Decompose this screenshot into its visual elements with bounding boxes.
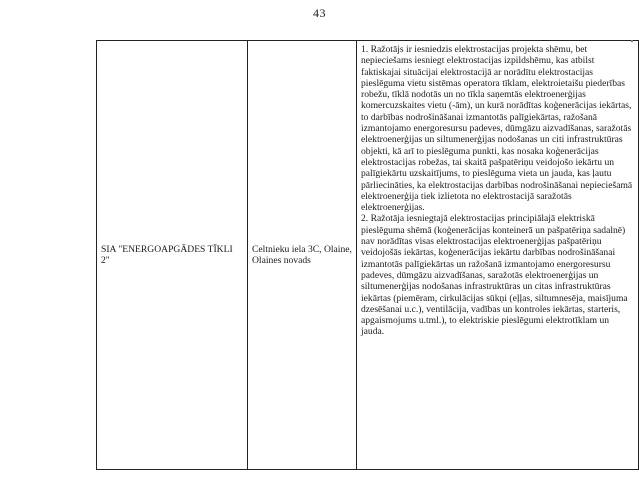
scan-speck (631, 40, 633, 42)
note-paragraph-1: 1. Ražotājs ir iesniedzis elektrostacijas projekta shēmu, bet nepieciešams iesniegt elektrostacijas izpildshēmu, kas atbilst faktiskajai situācijai elektrostacijā ar norādītu elektrostacijas pieslēguma vietu sistēmas operatora tīklam, elektroietaišu piederības robežu, tīklā nodotās un no tīkla saņemtās elektroenerģijas komercuzskaites vietu (-ām), un kurā norādītas koģenerācijas iekārtas, to darbības nodrošināšanai izmantotās palīgiekārtas, ražošanā izmantojamo energoresursu padeves, dūmgāzu aizvadīšanas, saražotās elektroenerģijas un siltumenerģijas nodošanas un citi infrastruktūras objekti, kā arī to pieslēguma punkti, kas nosaka koģenerācijas elektrostacijas robežas, tai skaitā pašpatēriņu veidojošo iekārtu un palīgiekārtu uzskaitījums, to pieslēguma vieta un jauda, kas ļautu pārliecināties, ka elektrostacijas darbības nodrošināšanai nepieciešamā elektroenerģija tiek izlietota no elektrostacijā saražotās elektroenerģijas. (361, 44, 633, 214)
table-row (97, 41, 639, 470)
company-cell (97, 41, 248, 470)
document-table (96, 40, 639, 470)
page-number: 43 (313, 6, 326, 20)
company-address: Celtnieku iela 3C, Olaine, Olaines novads (252, 243, 352, 266)
address-cell (248, 41, 357, 470)
note-paragraph-2: 2. Ražotāja iesniegtajā elektrostacijas principiālajā elektriskā pieslēguma shēmā (koģenerācijas konteinerā un pašpatēriņa sadalnē) nav norādītas visas elektrostacijas elektroenerģijas pašpatēriņu veidojošās iekārtas, koģenerācijas iekārtu darbības nodrošināšanai izmantotās palīgiekārtas un ražošanā izmantojamo energoresursu padeves, dūmgāzu aizvadīšanas, saražotās elektroenerģijas un siltumenerģijas nodošanas infrastruktūras un citas infrastruktūras iekārtas (piemēram, cirkulācijas sūkņi (eļļas, siltumnesēja, maisījuma dzesēšanai u.c.), ventilācija, vadības un kontroles iekārtas, starteris, apgaismojums u.tml.), to elektriskie pieslēgumi elektrotīklam un jauda. (361, 213, 628, 338)
company-name: SIA "ENERGOAPGĀDES TĪKLI 2" (101, 243, 233, 266)
notes-cell (357, 41, 639, 470)
